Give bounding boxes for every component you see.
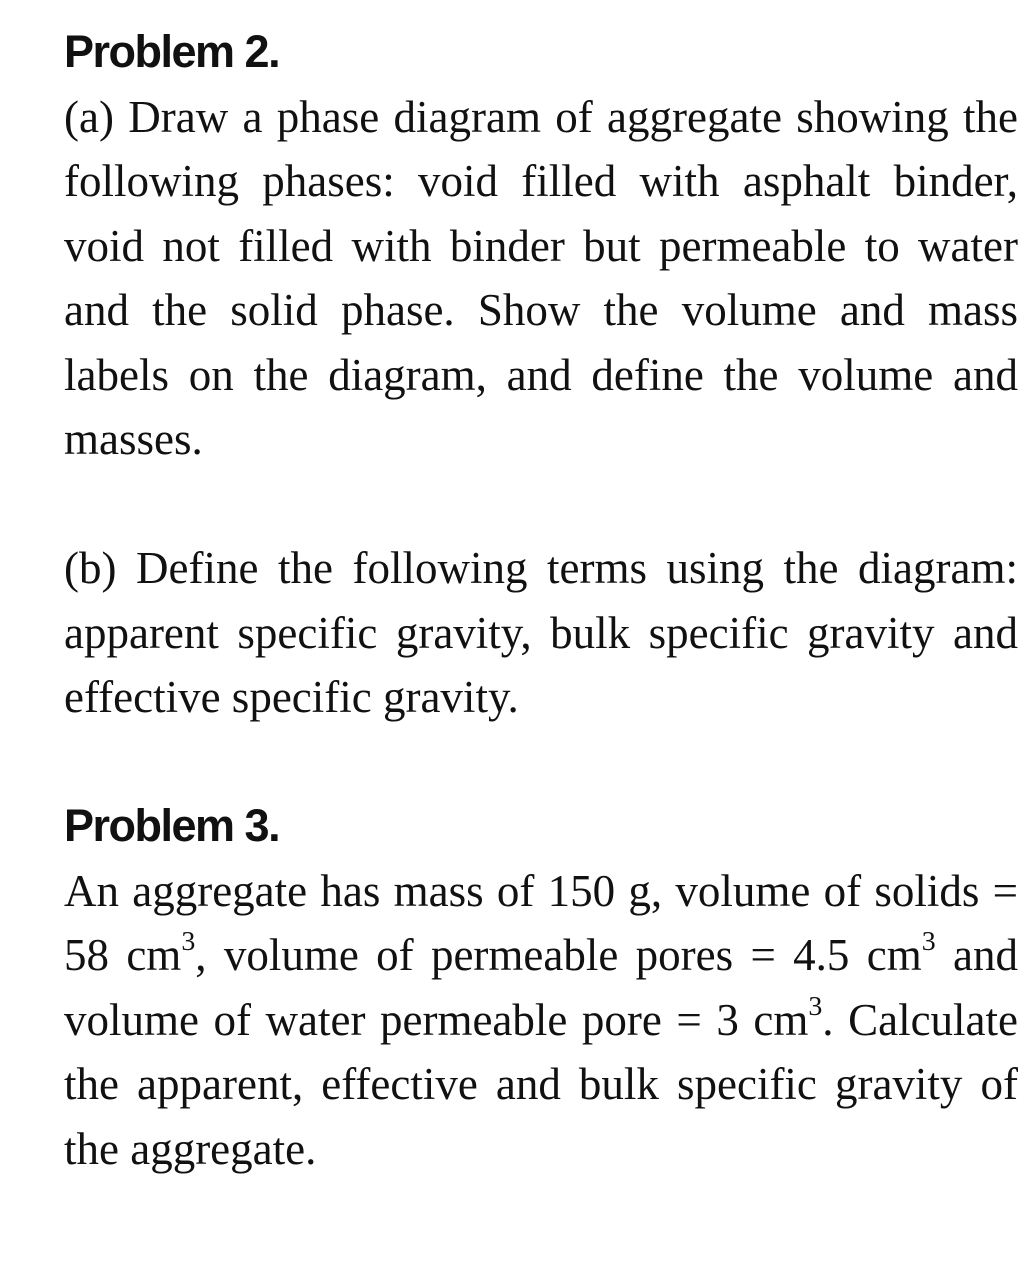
- cubic-exponent: 3: [808, 990, 823, 1022]
- document-page: [64, 20, 1018, 1181]
- cubic-exponent: 3: [181, 925, 196, 957]
- cubic-exponent: 3: [921, 925, 936, 957]
- problem-2-part-a: (a) Draw a phase diagram of aggregate showing the following phases: void filled with asphalt binder, void not filled with binder but permeable to water and the solid phase. Show the volume and mass labels on the diagram, and define the volume and masses.: [64, 91, 1018, 464]
- paragraph-spacer: [64, 730, 1018, 795]
- problem-3-text-segment: An aggregate has mass of 150 g, volume of solids = 58 cm: [64, 865, 1018, 980]
- problem-3-text-segment: , volume of permeable pores = 4.5 cm: [195, 930, 922, 980]
- problem-3-text-segment: and volume of water permeable pore = 3 cm: [64, 930, 1018, 1045]
- problem-3-text: [64, 859, 1018, 1182]
- paragraph-spacer: [64, 472, 1018, 537]
- problem-2-part-b: (b) Define the following terms using the diagram: apparent specific gravity, bulk specific gravity and effective specific gravity.: [64, 543, 1018, 722]
- problem-2-heading: Problem 2.: [64, 26, 280, 77]
- problem-3-text-segment: . Calculate the apparent, effective and bulk specific gravity of the aggregate.: [64, 994, 1018, 1174]
- problem-3-heading: Problem 3.: [64, 800, 280, 851]
